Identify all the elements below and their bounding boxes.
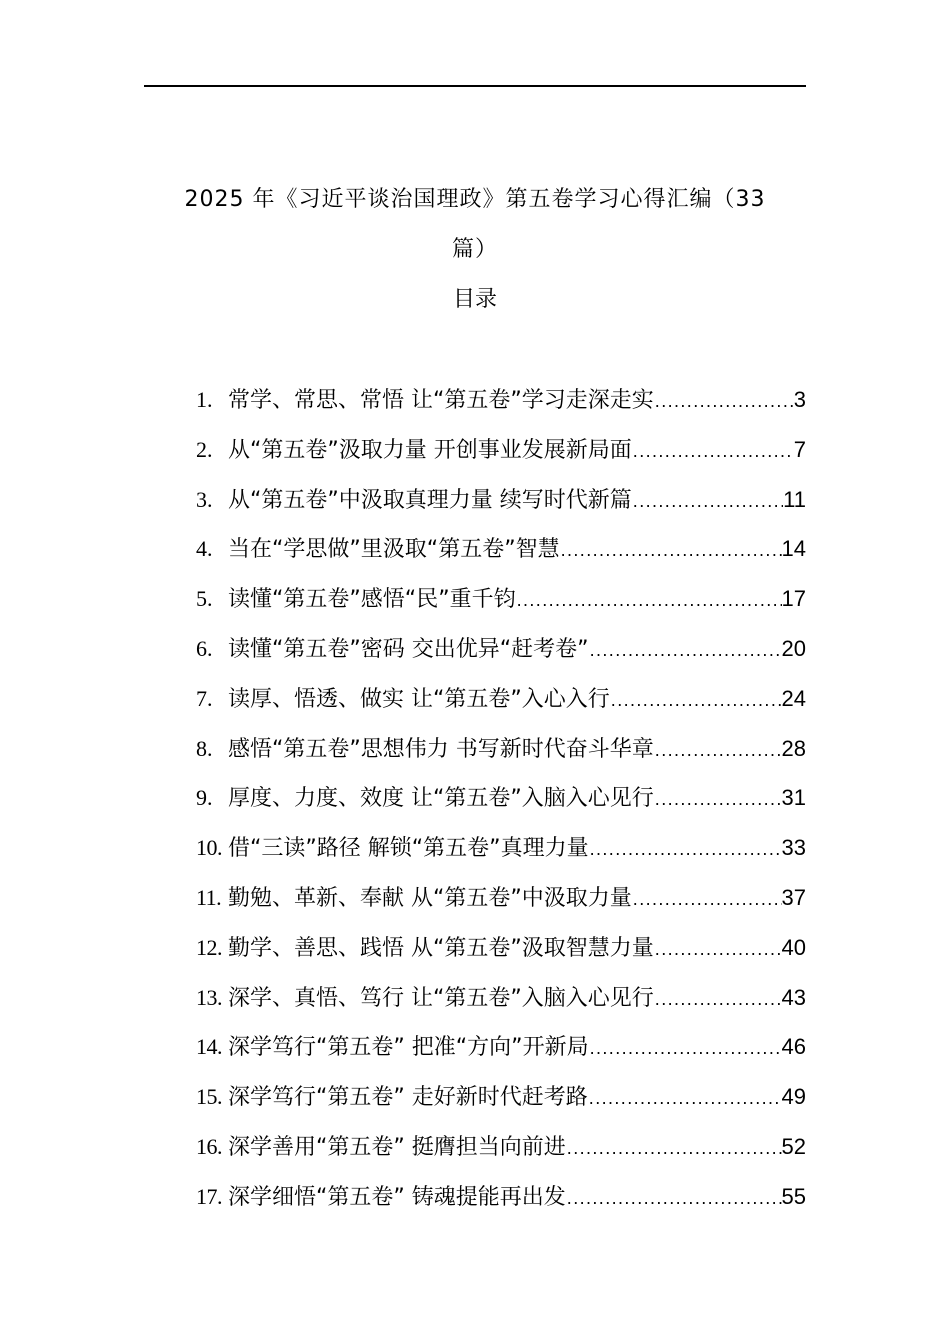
toc-entry-number: 14. <box>196 1034 222 1060</box>
document-title-line1: 2025 年《习近平谈治国理政》第五卷学习心得汇编（33 <box>184 187 766 212</box>
toc-dot-leader <box>654 728 782 772</box>
toc-entry-page: 43 <box>781 984 806 1010</box>
toc-entry-number: 17. <box>196 1183 222 1209</box>
toc-entry-title: 深学笃行“第五卷” 走好新时代赶考路 <box>228 1085 588 1111</box>
toc-dot-leader <box>589 628 782 672</box>
toc-entry-number: 4. <box>196 536 213 562</box>
toc-entry-page: 3 <box>793 387 806 412</box>
toc-entry-page: 11 <box>783 486 806 512</box>
toc-entry-number: 3. <box>196 486 213 512</box>
toc-entry[interactable] <box>196 577 806 627</box>
toc-dot-leader <box>654 379 794 423</box>
toc-dot-leader <box>589 827 782 871</box>
toc-entry-page: 40 <box>781 934 806 960</box>
toc-entry-page: 28 <box>781 735 806 761</box>
toc-dot-leader <box>566 1176 782 1220</box>
toc-entry-number: 10. <box>196 835 222 861</box>
toc-entry-number: 2. <box>196 436 213 462</box>
toc-entry[interactable] <box>196 1125 806 1175</box>
toc-entry-title: 深学笃行“第五卷” 把准“方向”开新局 <box>228 1035 589 1061</box>
toc-entry-page: 7 <box>793 436 806 462</box>
toc-entry[interactable] <box>196 627 806 677</box>
toc-entry-page: 37 <box>781 884 806 910</box>
toc-dot-leader <box>566 1126 782 1170</box>
toc-entry-title: 常学、常思、常悟 让“第五卷”学习走深走实 <box>228 388 654 413</box>
toc-entry-title: 感悟“第五卷”思想伟力 书写新时代奋斗华章 <box>228 736 654 762</box>
toc-dot-leader <box>632 479 783 523</box>
toc-entry[interactable] <box>196 428 806 478</box>
toc-entry-number: 5. <box>196 586 213 612</box>
toc-heading: 目录 <box>452 287 497 312</box>
toc-entry[interactable] <box>196 976 806 1026</box>
toc-entry-page: 55 <box>781 1183 806 1209</box>
toc-entry-page: 20 <box>781 635 806 661</box>
toc-entry-title: 读懂“第五卷”密码 交出优异“赶考卷” <box>228 636 589 662</box>
toc-entry-number: 9. <box>196 785 213 811</box>
toc-dot-leader <box>560 528 782 572</box>
toc-entry-title: 深学细悟“第五卷” 铸魂提能再出发 <box>228 1184 566 1210</box>
toc-entry-page: 14 <box>781 536 806 562</box>
toc-dot-leader <box>589 1026 782 1070</box>
toc-dot-leader <box>632 429 794 473</box>
toc-entry[interactable] <box>196 727 806 777</box>
document-title-line2: 篇） <box>451 237 498 262</box>
toc-entry[interactable] <box>196 677 806 727</box>
toc-dot-leader <box>516 578 782 622</box>
toc-entry-number: 6. <box>196 635 213 661</box>
toc-dot-leader <box>610 678 782 722</box>
toc-entry-number: 7. <box>196 685 213 711</box>
toc-entry-page: 52 <box>781 1133 806 1159</box>
toc-entry-title: 厚度、力度、效度 让“第五卷”入脑入心见行 <box>228 786 654 812</box>
toc-dot-leader <box>588 1076 782 1120</box>
toc-entry[interactable] <box>196 876 806 926</box>
toc-entry[interactable] <box>196 478 806 528</box>
toc-entry[interactable] <box>196 378 806 428</box>
toc-entry-page: 46 <box>781 1034 806 1060</box>
toc-entry-title: 深学、真悟、笃行 让“第五卷”入脑入心见行 <box>228 985 654 1011</box>
toc-entry-page: 33 <box>781 835 806 861</box>
toc-dot-leader <box>654 977 782 1021</box>
header-rule <box>144 85 806 87</box>
toc-entry-title: 当在“学思做”里汲取“第五卷”智慧 <box>228 537 560 563</box>
toc-entry-number: 13. <box>196 984 222 1010</box>
toc-entry-number: 15. <box>196 1084 222 1110</box>
toc-entry-title: 从“第五卷”汲取力量 开创事业发展新局面 <box>228 437 632 463</box>
toc-entry[interactable] <box>196 926 806 976</box>
toc-entry-title: 从“第五卷”中汲取真理力量 续写时代新篇 <box>228 487 632 513</box>
toc-entry-number: 12. <box>196 934 222 960</box>
toc-entry-title: 读懂“第五卷”感悟“民”重千钧 <box>228 587 516 613</box>
toc-dot-leader <box>654 927 782 971</box>
toc-entry[interactable] <box>196 1075 806 1125</box>
toc-entry-number: 8. <box>196 735 213 761</box>
toc-entry-title: 勤勉、革新、奉献 从“第五卷”中汲取力量 <box>228 885 632 911</box>
toc-entry-number: 16. <box>196 1133 222 1159</box>
toc-entry-page: 24 <box>781 685 806 711</box>
toc-entry-title: 勤学、善思、践悟 从“第五卷”汲取智慧力量 <box>228 935 654 961</box>
toc-entry-title: 读厚、悟透、做实 让“第五卷”入心入行 <box>228 686 610 712</box>
toc-entry[interactable] <box>196 1025 806 1075</box>
toc-entry-number: 1. <box>196 387 213 412</box>
toc-entry[interactable] <box>196 527 806 577</box>
toc-entry-page: 17 <box>781 586 806 612</box>
toc-entry[interactable] <box>196 826 806 876</box>
toc-entry-title: 借“三读”路径 解锁“第五卷”真理力量 <box>228 836 589 862</box>
toc-dot-leader <box>654 777 782 821</box>
toc-entry-title: 深学善用“第五卷” 挺膺担当向前进 <box>228 1134 566 1160</box>
toc-entry-page: 49 <box>781 1084 806 1110</box>
toc-entry-page: 31 <box>781 785 806 811</box>
toc-dot-leader <box>632 877 782 921</box>
toc-entry[interactable] <box>196 1175 806 1225</box>
table-of-contents <box>196 378 806 1225</box>
toc-entry-number: 11. <box>196 884 222 910</box>
toc-entry[interactable] <box>196 776 806 826</box>
